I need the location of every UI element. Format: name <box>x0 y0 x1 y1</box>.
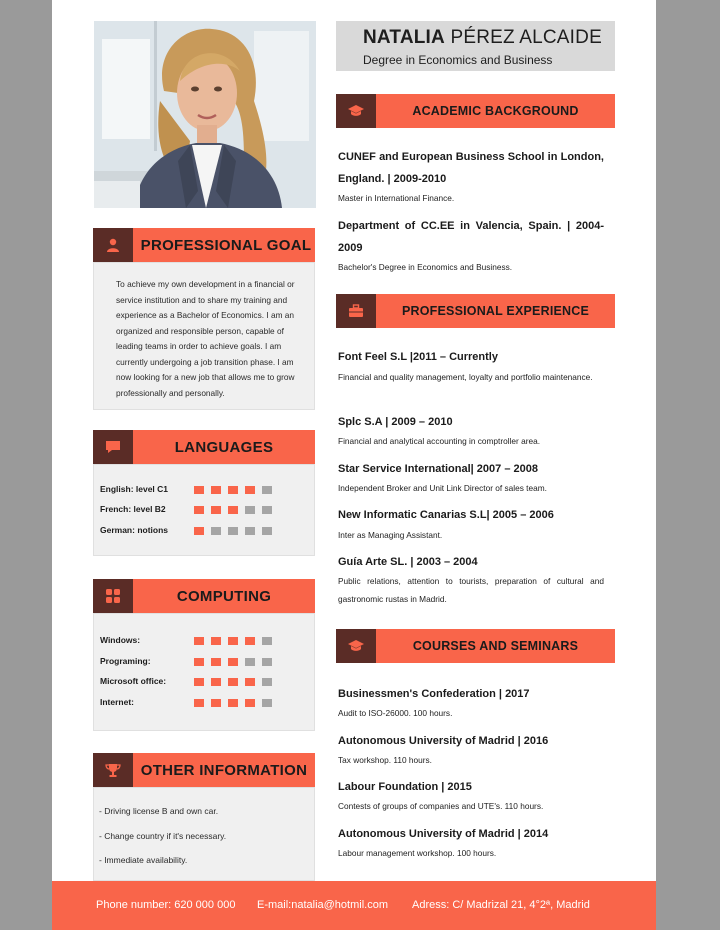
experience-entry-title: New Informatic Canarias S.L| 2005 – 2006 <box>338 509 554 521</box>
rating-square-empty <box>262 699 272 707</box>
rating-square-filled <box>228 486 238 494</box>
skill-row <box>100 697 300 711</box>
rating-square-filled <box>228 678 238 686</box>
profile-photo <box>94 21 316 208</box>
rating-square-filled <box>228 699 238 707</box>
experience-entry-desc: Public relations, attention to tourists, preparation of cultural and gastronomic rustas in Madrid. <box>338 576 604 604</box>
languages-panel <box>93 464 315 556</box>
contact-footer <box>52 881 656 930</box>
experience-entry-desc: Financial and quality management, loyalty and portfolio maintenance. <box>338 372 593 382</box>
rating-square-filled <box>245 699 255 707</box>
course-entry-title: Labour Foundation | 2015 <box>338 781 472 793</box>
professional-goal-text: To achieve my own development in a financial or service institution and to share my training and experience as a Bachelor of Economics. I am an organized and responsible person, capable of leading teams in order to achieve goals. I am currently undergoing a job transition phase. I am now looking for a new job that allows me to grow professionally and personally. <box>116 279 295 398</box>
grid-icon <box>93 579 133 613</box>
experience-entry-title: Guía Arte SL. | 2003 – 2004 <box>338 556 478 568</box>
rating-square-filled <box>211 678 221 686</box>
rating-square-filled <box>228 637 238 645</box>
rating-square-empty <box>211 527 221 535</box>
rating-square-filled <box>194 658 204 666</box>
rating-square-filled <box>245 678 255 686</box>
course-entry-title: Autonomous University of Madrid | 2014 <box>338 828 549 840</box>
experience-entry-title: Font Feel S.L |2011 – Currently <box>338 351 498 363</box>
courses-header <box>336 629 615 663</box>
rating-square-filled <box>211 486 221 494</box>
rating-square-empty <box>228 527 238 535</box>
skill-row <box>100 656 300 670</box>
rating-square-filled <box>194 678 204 686</box>
name-header <box>336 21 615 71</box>
courses-title: COURSES AND SEMINARS <box>376 629 615 663</box>
skill-label: Microsoft office: <box>100 676 167 686</box>
rating-square-filled <box>194 699 204 707</box>
rating-square-empty <box>262 486 272 494</box>
first-name: NATALIA <box>363 27 445 48</box>
experience-entry-desc: Independent Broker and Unit Link Director of sales team. <box>338 483 547 493</box>
experience-entry-title: Splc S.A | 2009 – 2010 <box>338 416 453 428</box>
other-item: - Immediate availability. <box>99 855 188 865</box>
graduation-cap-icon <box>336 629 376 663</box>
languages-title: LANGUAGES <box>133 430 315 464</box>
rating-square-filled <box>211 658 221 666</box>
rating-square-filled <box>211 506 221 514</box>
rating-square-empty <box>262 527 272 535</box>
rating-square-empty <box>262 678 272 686</box>
rating-square-filled <box>245 486 255 494</box>
rating-square-filled <box>194 527 204 535</box>
last-name: PÉREZ ALCAIDE <box>450 27 602 48</box>
rating-square-filled <box>194 637 204 645</box>
skill-label: Programing: <box>100 656 151 666</box>
resume-page <box>52 0 656 930</box>
academic-entry-desc: Master in International Finance. <box>338 193 455 203</box>
rating-square-filled <box>194 486 204 494</box>
skill-row <box>100 676 300 690</box>
portrait-image <box>94 21 316 208</box>
professional-goal-panel <box>93 262 315 410</box>
rating-square-filled <box>211 637 221 645</box>
course-entry-title: Autonomous University of Madrid | 2016 <box>338 735 549 747</box>
skill-row <box>100 484 300 498</box>
rating-square-empty <box>245 527 255 535</box>
email-address: E-mail:natalia@hotmil.com <box>257 899 388 911</box>
full-name <box>363 27 602 49</box>
skill-label: English: level C1 <box>100 484 169 494</box>
rating-square-empty <box>262 658 272 666</box>
rating-square-filled <box>194 506 204 514</box>
postal-address: Adress: C/ Madrizal 21, 4°2ª, Madrid <box>412 899 590 911</box>
experience-entry-desc: Financial and analytical accounting in comptroller area. <box>338 436 541 446</box>
rating-square-empty <box>245 658 255 666</box>
other-item: - Change country if it's necessary. <box>99 831 227 841</box>
skill-label: German: notions <box>100 525 169 535</box>
professional-goal-title: PROFESSIONAL GOAL <box>133 228 315 262</box>
experience-header <box>336 294 615 328</box>
person-icon <box>93 228 133 262</box>
skill-label: French: level B2 <box>100 504 166 514</box>
other-information-panel <box>93 787 315 881</box>
graduation-cap-icon <box>336 94 376 128</box>
rating-square-empty <box>262 637 272 645</box>
course-entry-desc: Tax workshop. 110 hours. <box>338 755 432 765</box>
trophy-icon <box>93 753 133 787</box>
rating-square-empty <box>245 506 255 514</box>
speech-bubble-icon <box>93 430 133 464</box>
experience-entry-desc: Inter as Managing Assistant. <box>338 530 443 540</box>
briefcase-icon <box>336 294 376 328</box>
other-item: - Driving license B and own car. <box>99 806 219 816</box>
course-entry-desc: Labour management workshop. 100 hours. <box>338 848 497 858</box>
experience-entry-title: Star Service International| 2007 – 2008 <box>338 463 538 475</box>
academic-entry-desc: Bachelor's Degree in Economics and Business. <box>338 262 513 272</box>
computing-panel <box>93 613 315 731</box>
skill-label: Windows: <box>100 635 141 645</box>
rating-square-filled <box>245 637 255 645</box>
other-information-title: OTHER INFORMATION <box>133 753 315 787</box>
academic-entry-title: Department of CC.EE in Valencia, Spain. | 2004-2009 <box>338 220 604 254</box>
course-entry-desc: Audit to ISO-26000. 100 hours. <box>338 708 453 718</box>
rating-square-filled <box>228 506 238 514</box>
phone-number: Phone number: 620 000 000 <box>96 899 236 911</box>
computing-header <box>93 579 315 613</box>
academic-entry-title: CUNEF and European Business School in London, England. | 2009-2010 <box>338 151 604 185</box>
computing-title: COMPUTING <box>133 579 315 613</box>
skill-row <box>100 504 300 518</box>
experience-title: PROFESSIONAL EXPERIENCE <box>376 294 615 328</box>
skill-row <box>100 525 300 539</box>
skill-label: Internet: <box>100 697 134 707</box>
rating-square-empty <box>262 506 272 514</box>
course-entry-title: Businessmen's Confederation | 2017 <box>338 688 530 700</box>
course-entry-desc: Contests of groups of companies and UTE's. 110 hours. <box>338 801 544 811</box>
professional-goal-header <box>93 228 315 262</box>
academic-title: ACADEMIC BACKGROUND <box>376 94 615 128</box>
academic-header <box>336 94 615 128</box>
rating-square-filled <box>211 699 221 707</box>
rating-square-filled <box>228 658 238 666</box>
degree-subtitle: Degree in Economics and Business <box>363 53 553 67</box>
skill-row <box>100 635 300 649</box>
languages-header <box>93 430 315 464</box>
other-information-header <box>93 753 315 787</box>
